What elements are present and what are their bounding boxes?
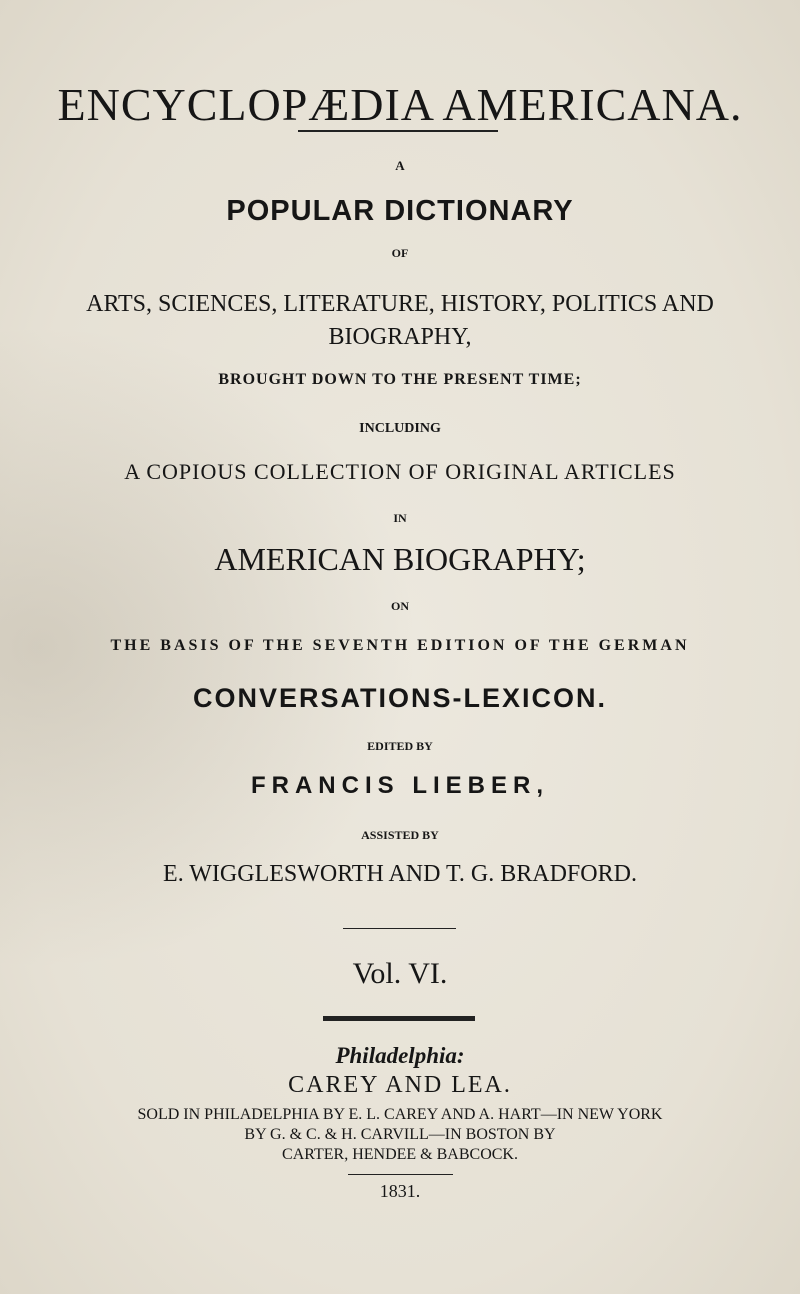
brought-down-line: BROUGHT DOWN TO THE PRESENT TIME; — [218, 371, 582, 388]
article-a: A — [395, 158, 405, 173]
assisted-by-label: ASSISTED BY — [361, 828, 439, 842]
subjects-line-1: ARTS, SCIENCES, LITERATURE, HISTORY, POLITICS AND — [86, 291, 714, 317]
title-rule — [298, 130, 498, 132]
in-label: IN — [393, 511, 407, 525]
volume-rule-top — [343, 928, 456, 929]
on-label: ON — [391, 599, 409, 613]
book-title: ENCYCLOPÆDIA AMERICANA. — [57, 79, 743, 130]
sold-by-line-3: CARTER, HENDEE & BABCOCK. — [282, 1146, 518, 1163]
editor-name: FRANCIS LIEBER, — [250, 772, 549, 799]
basis-line: THE BASIS OF THE SEVENTH EDITION OF THE GERMAN — [110, 637, 690, 654]
publication-year: 1831. — [379, 1181, 421, 1201]
lexicon-title: CONVERSATIONS-LEXICON. — [192, 683, 608, 713]
american-biography: AMERICAN BIOGRAPHY; — [214, 541, 586, 577]
publisher: CAREY AND LEA. — [288, 1072, 512, 1098]
sold-by-line-1: SOLD IN PHILADELPHIA BY E. L. CAREY AND A. HART—IN NEW YORK — [137, 1106, 663, 1123]
year-rule — [348, 1174, 453, 1175]
including-label: INCLUDING — [359, 421, 441, 436]
copious-collection-line: A COPIOUS COLLECTION OF ORIGINAL ARTICLES — [124, 459, 676, 484]
of-label: OF — [391, 246, 409, 260]
sold-by-line-2: BY G. & C. & H. CARVILL—IN BOSTON BY — [244, 1126, 556, 1143]
assistant-names: E. WIGGLESWORTH AND T. G. BRADFORD. — [163, 861, 637, 887]
volume-number: Vol. VI. — [352, 957, 448, 990]
edited-by-label: EDITED BY — [367, 739, 433, 753]
publication-place: Philadelphia: — [335, 1043, 465, 1068]
volume-rule-bottom — [323, 1016, 475, 1021]
subjects-line-2: BIOGRAPHY, — [328, 324, 472, 350]
subtitle: POPULAR DICTIONARY — [226, 195, 574, 227]
